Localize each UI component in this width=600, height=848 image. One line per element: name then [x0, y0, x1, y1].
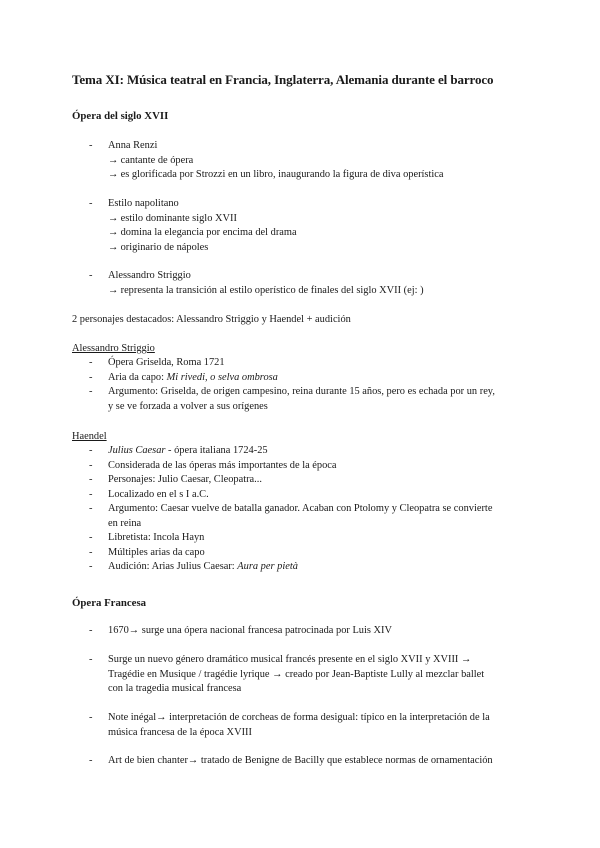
item-text: Localizado en el s I a.C.: [108, 489, 209, 500]
item-text: Audición: Arias Julius Caesar:: [108, 561, 238, 572]
item-text: 1670→ surge una ópera nacional francesa patrocinada por Luis XIV: [108, 625, 393, 636]
item-text: Note inégal→ interpretación de corcheas de forma desigual: típico en la interpretación de la: [108, 712, 490, 723]
arrow-icon: →: [108, 169, 119, 181]
bullet-dash: -: [89, 460, 93, 471]
item-heading: Alessandro Striggio: [108, 270, 191, 281]
item-text: Tragédie en Musique / tragédie lyrique → creado por Jean-Baptiste Lully al mezclar ballet: [108, 668, 485, 680]
summary-text: 2 personajes destacados: Alessandro Striggio y Haendel + audición: [72, 314, 351, 325]
page-title: Tema XI: Música teatral en Francia, Inglaterra, Alemania durante el barroco: [72, 72, 494, 87]
item-text: Considerada de las óperas más importantes de la época: [108, 460, 337, 471]
bullet-dash: -: [89, 625, 93, 636]
item-text: Personajes: Julio Caesar, Cleopatra...: [108, 474, 262, 485]
arrow-icon: →: [108, 227, 119, 239]
opera-title: Julius Caesar: [108, 445, 166, 456]
bullet-dash: -: [89, 755, 93, 766]
item-text: Argumento: Caesar vuelve de batalla ganador. Acaban con Ptolomy y Cleopatra se convierte: [108, 503, 493, 514]
item-text: Libretista: Incola Hayn: [108, 532, 205, 543]
item-text: Aria da capo:: [108, 372, 167, 383]
bullet-dash: -: [89, 532, 93, 543]
item-text: música francesa de la época XVIII: [108, 726, 252, 738]
sub-item: estilo dominante siglo XVII: [120, 212, 237, 224]
item-text: Surge un nuevo género dramático musical francés presente en el siglo XVII y XVIII →: [108, 654, 472, 665]
item-text: Múltiples arias da capo: [108, 547, 205, 558]
bullet-dash: -: [89, 654, 93, 665]
item-text: con la tragedia musical francesa: [108, 683, 242, 695]
item-text: en reina: [108, 517, 142, 529]
aria-title: Mi rivedi, o selva ombrosa: [166, 372, 278, 383]
item-text: Art de bien chanter→ tratado de Benigne de Bacilly que establece normas de ornamentación: [108, 755, 493, 766]
bullet-dash: -: [89, 386, 93, 397]
sub-item: originario de nápoles: [120, 241, 209, 253]
arrow-icon: →: [108, 154, 119, 166]
item-text: Ópera Griselda, Roma 1721: [108, 357, 225, 368]
bullet-dash: -: [89, 474, 93, 485]
section-heading-opera-xvii: Ópera del siglo XVII: [72, 110, 169, 122]
section-heading-opera-francesa: Ópera Francesa: [72, 597, 147, 609]
bullet-dash: -: [89, 270, 93, 281]
sub-item: representa la transición al estilo operístico de finales del siglo XVII (ej: ): [120, 284, 424, 296]
item-text: y se ve forzada a volver a sus orígenes: [108, 400, 268, 412]
arrow-icon: →: [108, 241, 119, 253]
item-text: Argumento: Griselda, de origen campesino, reina durante 15 años, pero es echada por un rey,: [108, 386, 495, 397]
arrow-icon: →: [108, 284, 119, 296]
sub-item: cantante de ópera: [120, 154, 194, 166]
arrow-icon: →: [108, 212, 119, 224]
sub-item: domina la elegancia por encima del drama: [120, 227, 297, 239]
bullet-dash: -: [89, 712, 93, 723]
bullet-dash: -: [89, 547, 93, 558]
bullet-dash: -: [89, 561, 93, 572]
bullet-dash: -: [89, 357, 93, 368]
bullet-dash: -: [89, 503, 93, 514]
item-heading: Estilo napolitano: [108, 198, 179, 209]
subsection-heading-striggio: Alessandro Striggio: [72, 343, 155, 354]
bullet-dash: -: [89, 140, 93, 151]
item-heading: Anna Renzi: [108, 140, 158, 151]
bullet-dash: -: [89, 198, 93, 209]
subsection-heading-haendel: Haendel: [72, 431, 107, 442]
bullet-dash: -: [89, 372, 93, 383]
bullet-dash: -: [89, 445, 93, 456]
aria-title: Aura per pietà: [237, 561, 298, 572]
item-text: - ópera italiana 1724-25: [165, 445, 268, 456]
sub-item: es glorificada por Strozzi en un libro, inaugurando la figura de diva operística: [120, 169, 444, 181]
bullet-dash: -: [89, 489, 93, 500]
